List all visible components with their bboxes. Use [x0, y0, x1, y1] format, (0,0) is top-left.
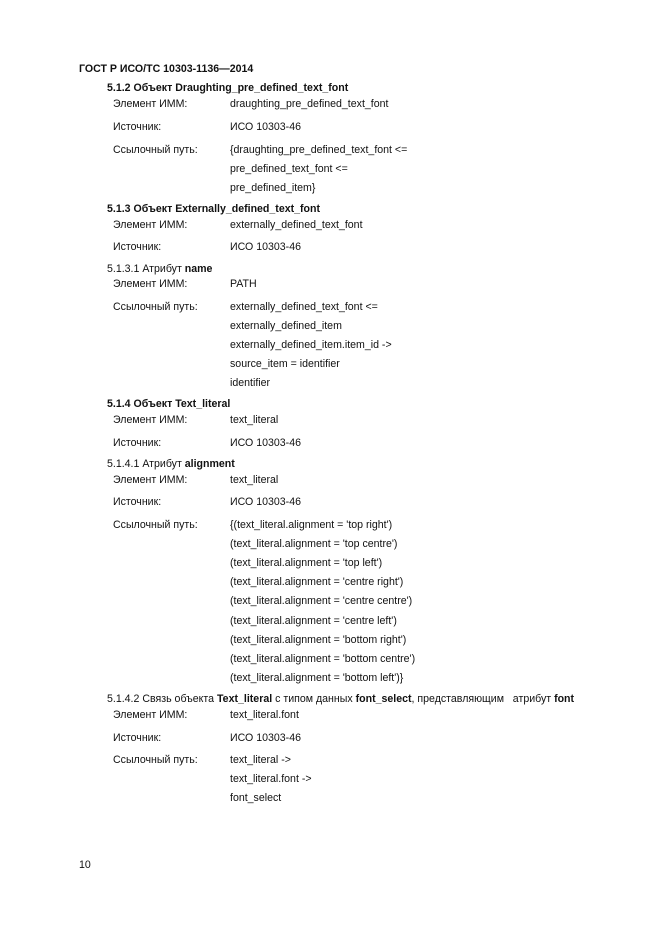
ref-path-line: (text_literal.alignment = 'bottom centre') [230, 653, 416, 665]
section-number: 5.1.4.2 Связь объекта [107, 693, 217, 705]
ref-path-line: (text_literal.alignment = 'centre left') [230, 615, 397, 627]
entity-name: Text_literal [175, 398, 231, 410]
heading-text: , представляющим атрибут [411, 693, 555, 705]
entity-name: Externally_defined_text_font [175, 203, 321, 215]
element-label: Элемент ИММ: [113, 414, 188, 426]
entity-name: Draughting_pre_defined_text_font [175, 82, 349, 94]
source-label: Источник: [113, 732, 162, 744]
element-value: draughting_pre_defined_text_font [230, 98, 389, 110]
section-number: 5.1.3 Объект [107, 203, 176, 215]
ref-path-line: externally_defined_item [230, 320, 342, 332]
ref-path-label: Ссылочный путь: [113, 754, 198, 766]
heading-text: с типом данных [272, 693, 356, 705]
element-label: Элемент ИММ: [113, 219, 188, 231]
source-value: ИСО 10303-46 [230, 121, 301, 133]
section-number: 5.1.4 Объект [107, 398, 176, 410]
document-header: ГОСТ Р ИСО/ТС 10303-1136—2014 [79, 63, 254, 75]
source-label: Источник: [113, 241, 162, 253]
ref-path-line: (text_literal.alignment = 'centre right') [230, 576, 404, 588]
ref-path-line: pre_defined_text_font <= [230, 163, 348, 175]
element-value: text_literal [230, 474, 279, 486]
source-value: ИСО 10303-46 [230, 437, 301, 449]
section-5-1-4-2-heading [107, 693, 574, 706]
source-label: Источник: [113, 496, 162, 508]
section-number: 5.1.3.1 Атрибут [107, 263, 185, 275]
attribute-name: alignment [184, 458, 235, 470]
section-5-1-2-heading [107, 82, 348, 95]
section-5-1-3-1-heading [107, 263, 212, 276]
ref-path-line: {draughting_pre_defined_text_font <= [230, 144, 408, 156]
ref-path-line: source_item = identifier [230, 358, 340, 370]
element-value: text_literal [230, 414, 279, 426]
element-value: PATH [230, 278, 257, 290]
ref-path-line: font_select [230, 792, 282, 804]
section-5-1-3-heading [107, 203, 320, 216]
section-number: 5.1.4.1 Атрибут [107, 458, 185, 470]
page-number: 10 [79, 859, 91, 871]
type-name: font_select [355, 693, 412, 705]
ref-path-line: (text_literal.alignment = 'bottom right') [230, 634, 407, 646]
attribute-name: font [554, 693, 575, 705]
ref-path-line: pre_defined_item} [230, 182, 316, 194]
source-value: ИСО 10303-46 [230, 241, 301, 253]
element-label: Элемент ИММ: [113, 278, 188, 290]
ref-path-label: Ссылочный путь: [113, 144, 198, 156]
attribute-name: name [184, 263, 213, 275]
ref-path-line: externally_defined_text_font <= [230, 301, 378, 313]
source-label: Источник: [113, 437, 162, 449]
ref-path-label: Ссылочный путь: [113, 301, 198, 313]
ref-path-line: externally_defined_item.item_id -> [230, 339, 392, 351]
ref-path-line: {(text_literal.alignment = 'top right') [230, 519, 393, 531]
entity-name: Text_literal [217, 693, 273, 705]
ref-path-line: text_literal -> [230, 754, 291, 766]
ref-path-line: (text_literal.alignment = 'top left') [230, 557, 383, 569]
element-label: Элемент ИММ: [113, 98, 188, 110]
source-value: ИСО 10303-46 [230, 496, 301, 508]
ref-path-line: (text_literal.alignment = 'centre centre') [230, 595, 413, 607]
ref-path-line: text_literal.font -> [230, 773, 312, 785]
element-label: Элемент ИММ: [113, 474, 188, 486]
source-value: ИСО 10303-46 [230, 732, 301, 744]
ref-path-label: Ссылочный путь: [113, 519, 198, 531]
ref-path-line: identifier [230, 377, 271, 389]
element-value: text_literal.font [230, 709, 299, 721]
ref-path-line: (text_literal.alignment = 'top centre') [230, 538, 398, 550]
source-label: Источник: [113, 121, 162, 133]
ref-path-line: (text_literal.alignment = 'bottom left')} [230, 672, 404, 684]
section-5-1-4-heading [107, 398, 230, 411]
section-5-1-4-1-heading [107, 458, 235, 471]
section-number: 5.1.2 Объект [107, 82, 176, 94]
element-label: Элемент ИММ: [113, 709, 188, 721]
element-value: externally_defined_text_font [230, 219, 363, 231]
